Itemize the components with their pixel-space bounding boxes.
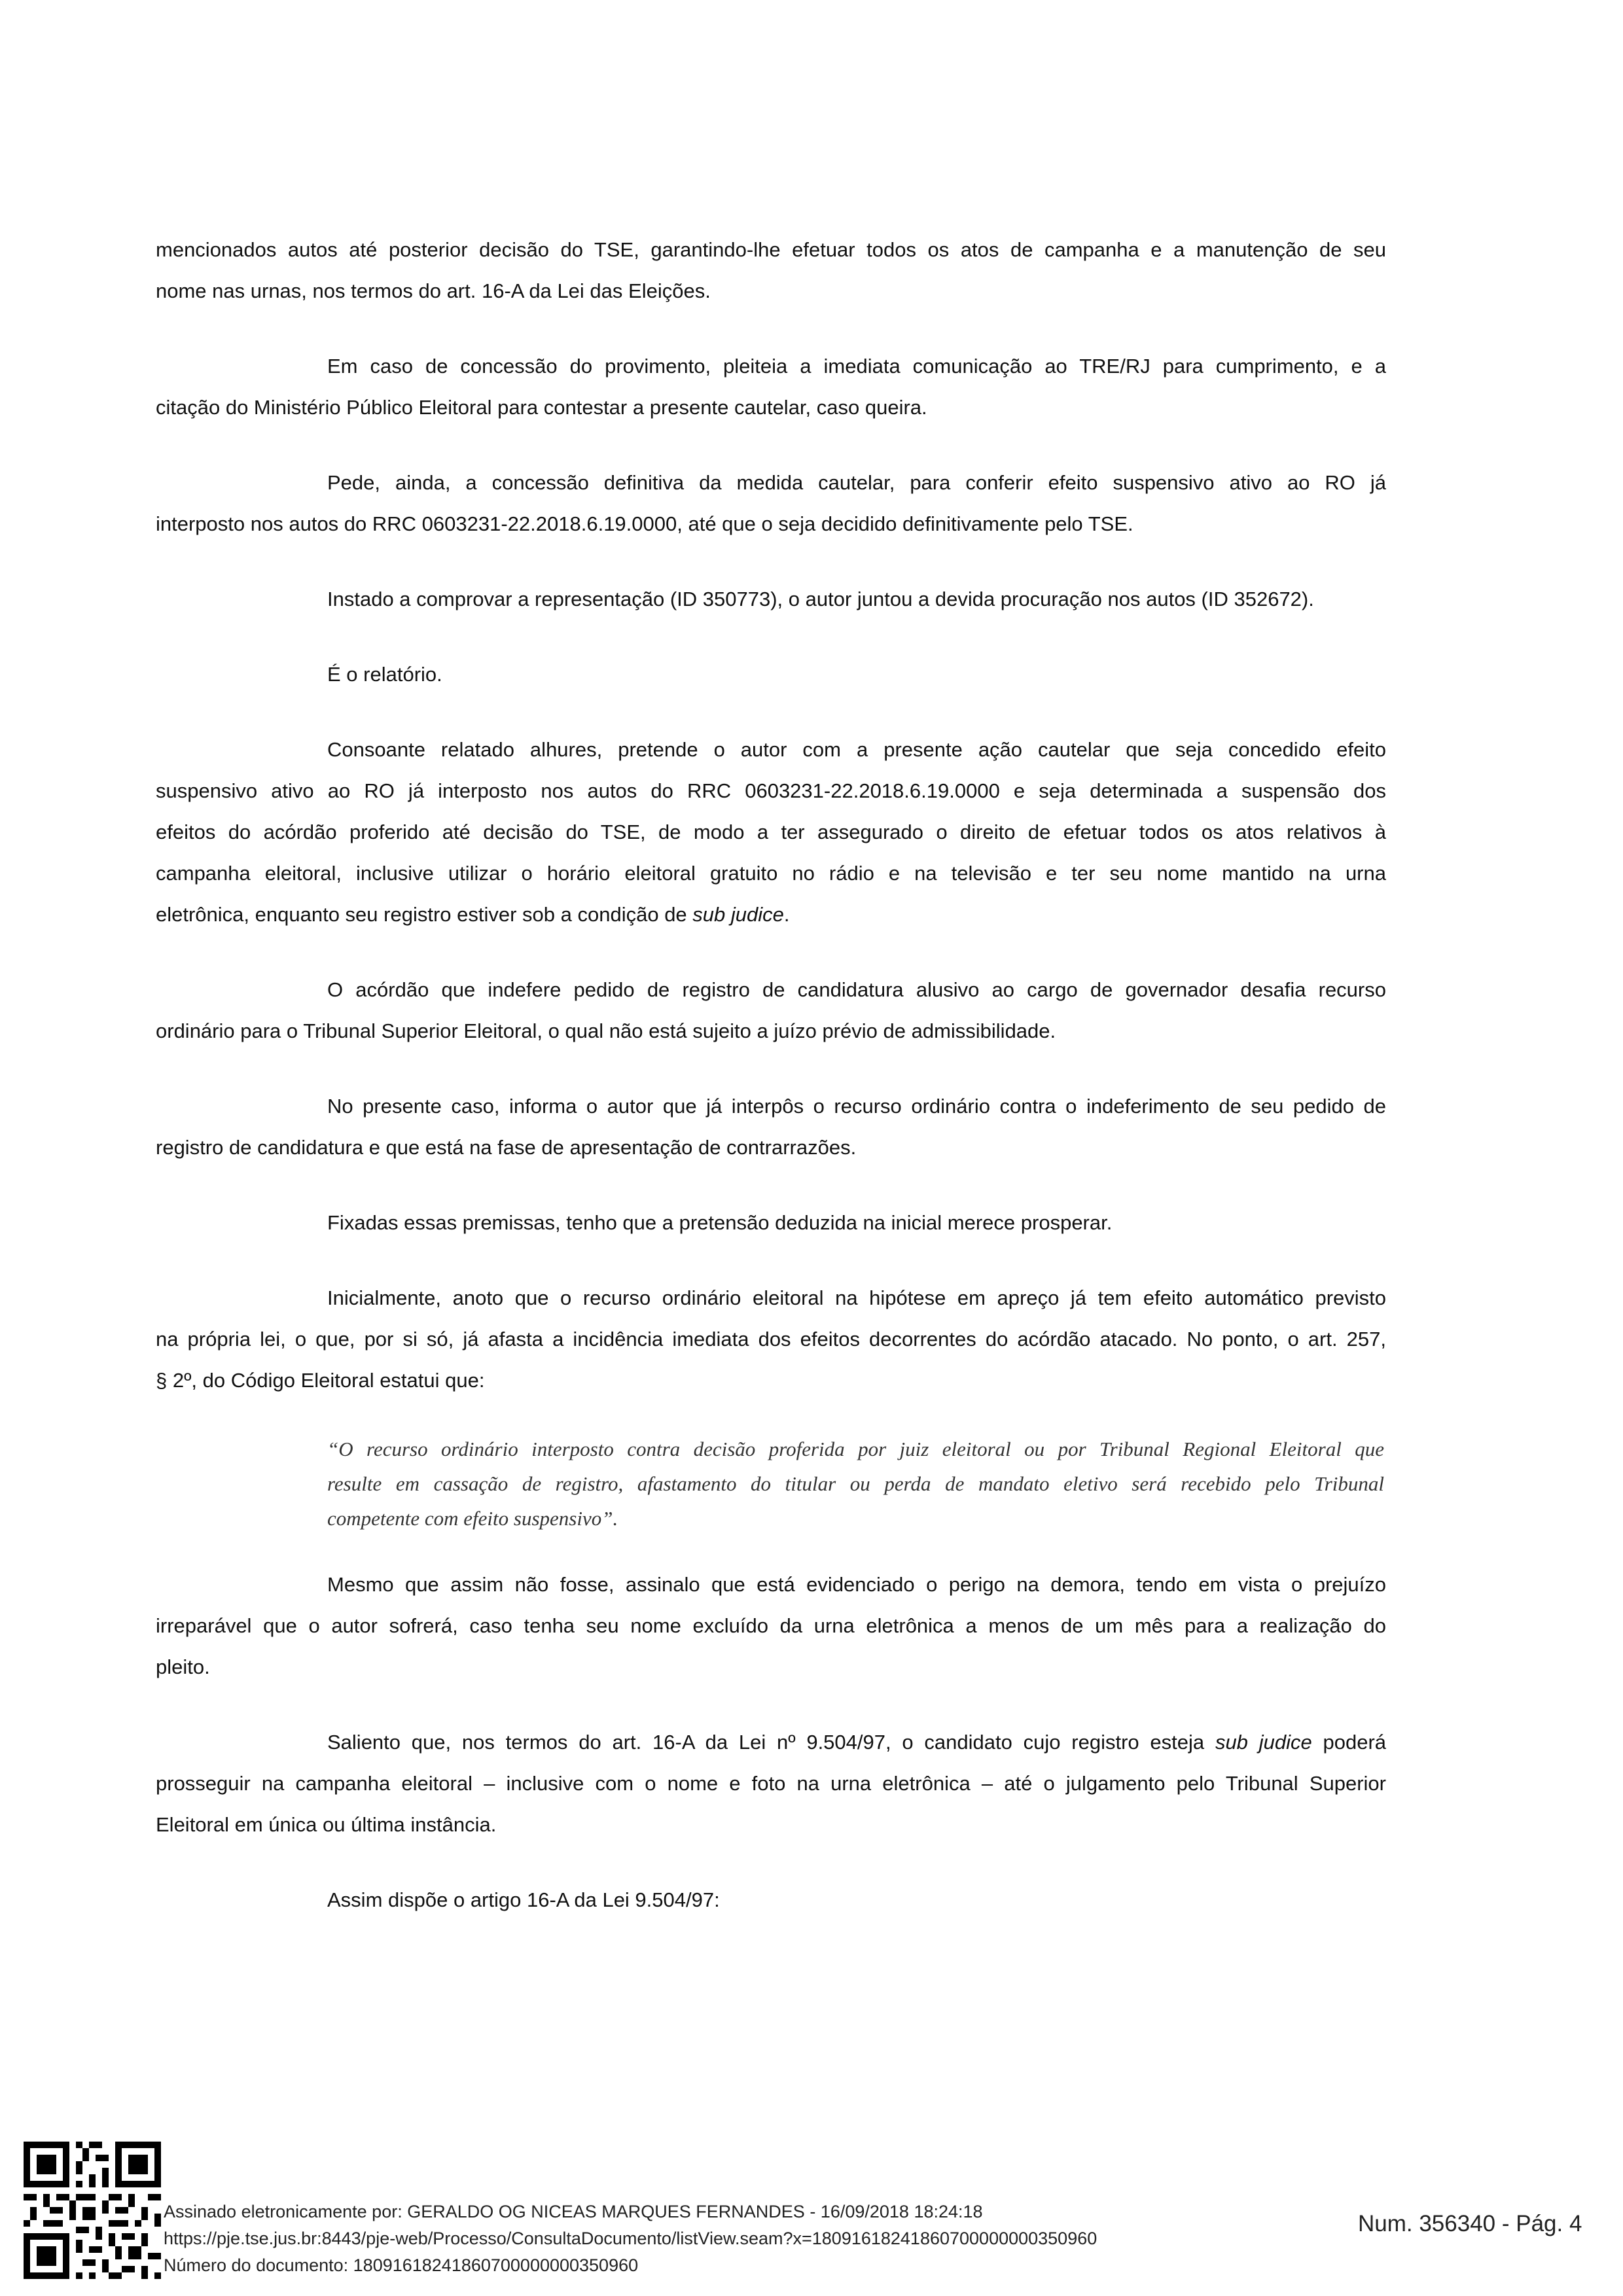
paragraph-line: pleito. (156, 1655, 210, 1678)
italic-term: sub judice (1215, 1731, 1312, 1754)
paragraph-line (156, 902, 790, 928)
quote-line: competente com efeito suspensivo”. (327, 1507, 618, 1530)
text-run: . (783, 903, 790, 926)
paragraph-line: Consoante relatado alhures, pretende o autor com a presente ação cautelar que seja concedido efeito (327, 738, 1386, 761)
paragraph-line: interposto nos autos do RRC 0603231-22.2018.6.19.0000, até que o seja decidido definitivamente pelo TSE. (156, 512, 1133, 535)
quote-line: “O recurso ordinário interposto contra decisão proferida por juiz eleitoral ou por Tribunal Regional Eleitoral que (327, 1438, 1384, 1460)
paragraph-line: Assim dispõe o artigo 16-A da Lei 9.504/97: (327, 1888, 720, 1911)
paragraph-line: Pede, ainda, a concessão definitiva da medida cautelar, para conferir efeito suspensivo ativo ao RO já (327, 471, 1386, 494)
quote-line: resulte em cassação de registro, afastamento do titular ou perda de mandato eletivo será recebido pelo Tribunal (327, 1472, 1384, 1495)
paragraph-line: Eleitoral em única ou última instância. (156, 1813, 497, 1836)
paragraph-line: irreparável que o autor sofrerá, caso tenha seu nome excluído da urna eletrônica a menos de um mês para a realização do (156, 1614, 1386, 1637)
signature-line: Assinado eletronicamente por: GERALDO OG NICEAS MARQUES FERNANDES - 16/09/2018 18:24:18 (164, 2202, 983, 2221)
paragraph-line: mencionados autos até posterior decisão do TSE, garantindo-lhe efetuar todos os atos de campanha e a manutenção de seu (156, 238, 1386, 261)
paragraph-line: Instado a comprovar a representação (ID 350773), o autor juntou a devida procuração nos autos (ID 352672). (327, 588, 1314, 610)
paragraph-line: ordinário para o Tribunal Superior Eleitoral, o qual não está sujeito a juízo prévio de admissibilidade. (156, 1019, 1056, 1042)
paragraph-line: registro de candidatura e que está na fase de apresentação de contrarrazões. (156, 1136, 857, 1159)
paragraph-line: nome nas urnas, nos termos do art. 16-A da Lei das Eleições. (156, 279, 711, 302)
paragraph-line: citação do Ministério Público Eleitoral para contestar a presente cautelar, caso queira. (156, 396, 927, 419)
paragraph-line: O acórdão que indefere pedido de registro de candidatura alusivo ao cargo de governador desafia recurso (327, 978, 1386, 1001)
paragraph-line: § 2º, do Código Eleitoral estatui que: (156, 1369, 485, 1392)
paragraph-line: na própria lei, o que, por si só, já afasta a incidência imediata dos efeitos decorrentes do acórdão atacado. No ponto, o art. 257, (156, 1328, 1386, 1351)
paragraph-line: prosseguir na campanha eleitoral – inclusive com o nome e foto na urna eletrônica – até o julgamento pelo Tribunal Superior (156, 1772, 1386, 1795)
paragraph-line: Inicialmente, anoto que o recurso ordinário eleitoral na hipótese em apreço já tem efeito automático previsto (327, 1286, 1386, 1309)
text-run: Saliento que, nos termos do art. 16-A da Lei nº 9.504/97, o candidato cujo registro esteja (327, 1731, 1215, 1754)
paragraph-line: efeitos do acórdão proferido até decisão do TSE, de modo a ter assegurado o direito de efetuar todos os atos relativos à (156, 821, 1386, 843)
qr-code-icon (24, 2142, 161, 2279)
document-number: Número do documento: 18091618241860700000000350960 (164, 2255, 639, 2275)
paragraph-line (327, 1729, 1386, 1756)
paragraph-line: suspensivo ativo ao RO já interposto nos autos do RRC 0603231-22.2018.6.19.0000 e seja determinada a suspensão dos (156, 779, 1386, 802)
paragraph-line: Mesmo que assim não fosse, assinalo que está evidenciado o perigo na demora, tendo em vista o prejuízo (327, 1573, 1386, 1596)
paragraph-line: campanha eleitoral, inclusive utilizar o horário eleitoral gratuito no rádio e na televisão e ter seu nome mantido na urna (156, 862, 1386, 885)
paragraph-line: É o relatório. (327, 663, 442, 686)
italic-term: sub judice (692, 903, 784, 926)
paragraph-line: Em caso de concessão do provimento, pleiteia a imediata comunicação ao TRE/RJ para cumprimento, e a (327, 355, 1386, 378)
page-number: Num. 356340 - Pág. 4 (1358, 2211, 1582, 2236)
paragraph-line: Fixadas essas premissas, tenho que a pretensão deduzida na inicial merece prosperar. (327, 1211, 1113, 1234)
paragraph-line: No presente caso, informa o autor que já interpôs o recurso ordinário contra o indeferimento de seu pedido de (327, 1095, 1386, 1118)
document-url[interactable]: https://pje.tse.jus.br:8443/pje-web/Processo/ConsultaDocumento/listView.seam?x=18091618241860700000000350960 (164, 2229, 1097, 2248)
text-run: eletrônica, enquanto seu registro estiver sob a condição de (156, 903, 693, 926)
text-run: poderá (1311, 1731, 1387, 1754)
